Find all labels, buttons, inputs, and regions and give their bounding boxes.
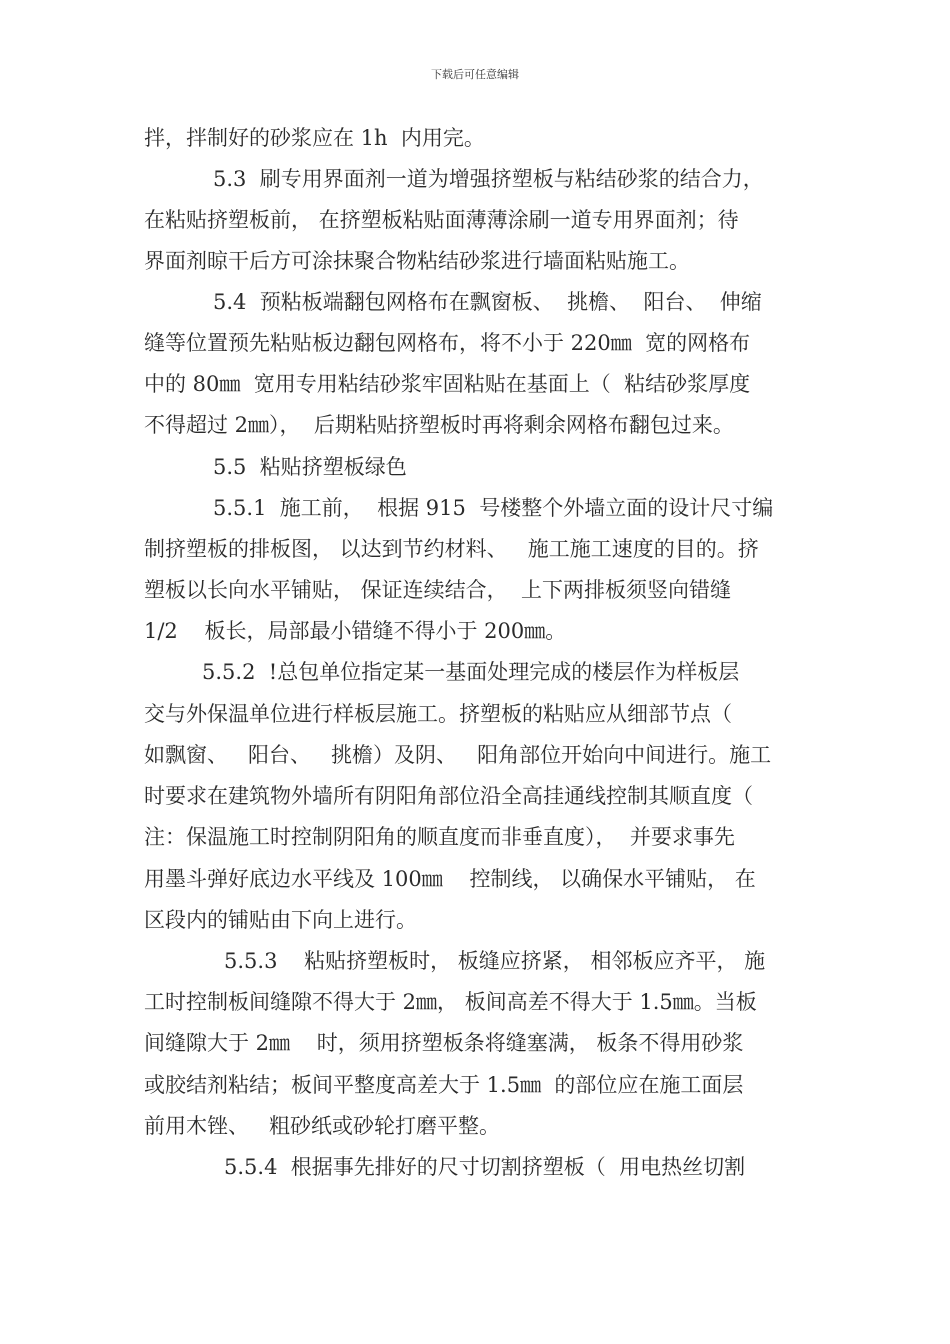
- text-line: 5.5.1 施工前， 根据 915 号楼整个外墙立面的设计尺寸编: [213, 496, 774, 520]
- text-line: 如飘窗、 阳台、 挑檐）及阴、 阳角部位开始向中间进行。施工: [144, 743, 772, 767]
- text-line: 中的 80㎜ 宽用专用粘结砂浆牢固粘贴在基面上（ 粘结砂浆厚度: [144, 372, 751, 396]
- text-line: 或胶结剂粘结；板间平整度高差大于 1.5㎜ 的部位应在施工面层: [144, 1073, 744, 1097]
- text-line: 拌，拌制好的砂浆应在 1h 内用完。: [144, 126, 485, 150]
- text-line: 5.5.2 !总包单位指定某一基面处理完成的楼层作为样板层: [202, 660, 740, 684]
- text-line: 1/2 板长，局部最小错缝不得小于 200㎜。: [144, 619, 567, 643]
- text-line: 缝等位置预先粘贴板边翻包网格布，将不小于 220㎜ 宽的网格布: [144, 331, 751, 355]
- text-line: 制挤塑板的排板图， 以达到节约材料、 施工施工速度的目的。挤: [144, 537, 759, 561]
- text-line: 5.5.4 根据事先排好的尺寸切割挤塑板（ 用电热丝切割: [224, 1155, 746, 1179]
- text-line: 塑板以长向水平铺贴， 保证连续结合， 上下两排板须竖向错缝: [144, 578, 732, 602]
- text-line: 界面剂晾干后方可涂抹聚合物粘结砂浆进行墙面粘贴施工。: [144, 249, 690, 273]
- text-line: 间缝隙大于 2㎜ 时，须用挤塑板条将缝塞满， 板条不得用砂浆: [144, 1031, 744, 1055]
- text-line: 用墨斗弹好底边水平线及 100㎜ 控制线， 以确保水平铺贴， 在: [144, 867, 756, 891]
- text-line: 前用木锉、 粗砂纸或砂轮打磨平整。: [144, 1114, 501, 1138]
- text-line: 5.5.3 粘贴挤塑板时， 板缝应挤紧， 相邻板应齐平， 施: [224, 949, 766, 973]
- text-line: 时要求在建筑物外墙所有阴阳角部位沿全高挂通线控制其顺直度（: [144, 784, 753, 808]
- text-line: 交与外保温单位进行样板层施工。挤塑板的粘贴应从细部节点（: [144, 702, 732, 726]
- page-header: 下载后可任意编辑: [431, 68, 519, 81]
- text-line: 在粘贴挤塑板前， 在挤塑板粘贴面薄薄涂刷一道专用界面剂；待: [144, 208, 739, 232]
- text-line: 工时控制板间缝隙不得大于 2㎜， 板间高差不得大于 1.5㎜。当板: [144, 990, 757, 1014]
- text-line: 5.3 刷专用界面剂一道为增强挤塑板与粘结砂浆的结合力，: [213, 167, 764, 191]
- text-line: 5.5 粘贴挤塑板绿色: [213, 455, 407, 479]
- text-line: 5.4 预粘板端翻包网格布在飘窗板、 挑檐、 阳台、 伸缩: [213, 290, 762, 314]
- text-line: 区段内的铺贴由下向上进行。: [144, 908, 417, 932]
- text-line: 不得超过 2㎜）， 后期粘贴挤塑板时再将剩余网格布翻包过来。: [144, 413, 734, 437]
- text-line: 注：保温施工时控制阴阳角的顺直度而非垂直度）， 并要求事先: [144, 825, 735, 849]
